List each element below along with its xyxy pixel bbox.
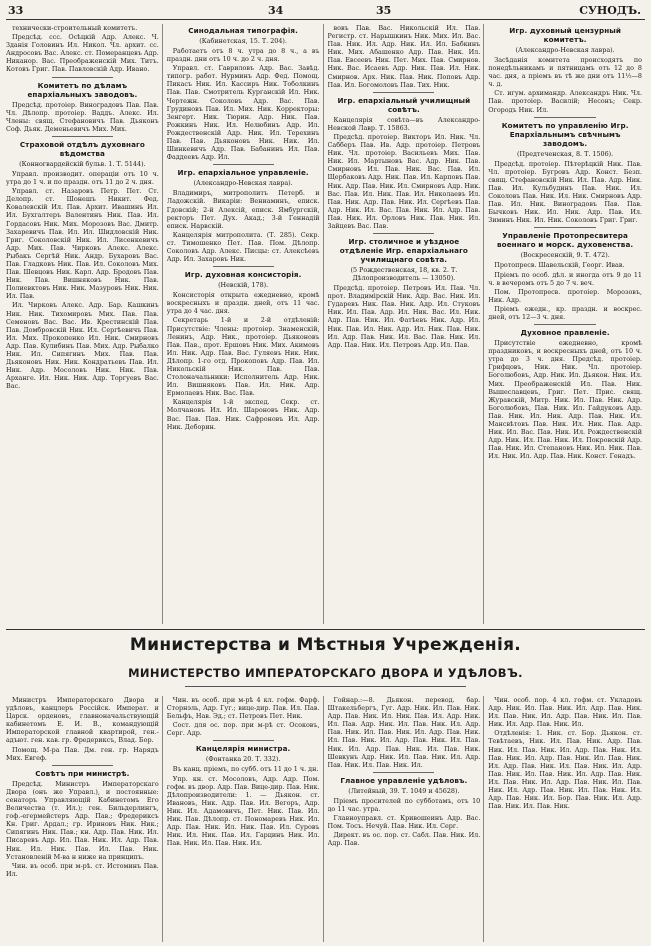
section-divider: [213, 740, 274, 741]
paragraph: Ил. Чирковъ Алекс. Адр. Бар. Кашкинъ Ник. Ник. Тихомировъ Мих. Пав. Пав. Семеновъ Вас. Вас. Ив. Крестинскій Пав. Пав. Домбровскій Ник. Ил. Сергѣевичъ Пав. Ил. Мих. Прокопенко Ил. Ник. Смирновъ Адр. Пав. Кулибинъ Пав. Мих. Адр. Рыбалко Ник. Ил. Сипягинъ Мих. Пав. Пав. Дьяконовъ Ник. Ник. Кондратьевъ Пав. Ил. Ник. Адр. Мосоловъ Ник. Ник. Пав. Арханге. Ил. Ник. Ник. Адр. Торгуевъ Вас. Вас.: [6, 301, 159, 391]
banner-rule: [6, 629, 645, 630]
paragraph: Канцелярія митрополита. (Т. 285). Секр. ст. Тимошенко Пет. Пав. Пом. Дѣлопр. Соколовъ Адр. Алекс. Писцы: ст. Алексѣевъ Адр. Ил. Захаровъ Ник.: [166, 230, 320, 264]
paragraph: Засѣданія комитета происходятъ по понедѣльникамъ и пятницамъ отъ 12 до 8 час. дня, а пріемъ въ тѣ же дни отъ 11½—8 ч. д.: [488, 56, 642, 89]
running-header: [6, 4, 645, 18]
paragraph: Предсѣд. протоіер. Виноградовъ Пав. Пав. Чл. Дѣлопр. протоіер. Ваддъ. Алекс. Ил. Члены: свящ. Стефановичъ Пав. Дьяконъ Соф. Дьяк. Деменьевичъ Мих. Мих.: [6, 100, 159, 133]
section-heading: Синодальная типографія.: [188, 26, 298, 35]
paragraph: Секретарь 1-й и 2-й отдѣленій: Присутствіе: Члены: протоіер. Знаменскій, Ленинъ, Адр. Ник., протоіер. Дьяконовъ Пав. Пав., прот. Ершовъ Ник. Мих. Акимовъ Ил. Ник. Адр. Пав. Вас. Гуляевъ Ник. Ник. Дѣлопр. 1-го отд. Прокоповъ Адр. Пав. Ил. Никольскій Ник. Пав. Пав. Столоначальники: Исполнитель Адр. Ник. Ил. Вишняковъ Пав. Ил. Ник. Адр. Ермолаевъ Ник. Вас. Пав.: [166, 316, 320, 398]
paragraph: Чин. въ особ. при м-рѣ 4 кл. гофм. Фарф. Сторнэль, Адр. Гуг.; вице-дир. Пав. Ил. Пав. Бельфъ, Нав. Эд.; ст. Петровъ Пет. Ник.: [166, 696, 320, 721]
section-divider: [52, 136, 113, 137]
paragraph: Сост. для ос. пор. при м-рѣ ст. Осоковъ, Серг. Адр.: [166, 721, 320, 738]
paragraph: Отдѣленія: 1. Ник. ст. Бор. Дьякон. ст. Тевѣтаевъ, Ник. Ил. Пав. Ник. Адр. Пав. Ник. Ил. Пав. Ник. Ил. Адр. Пав. Ник. Ил. Пав. Ник. Ил. Адр. Пав. Ник. Ил. Пав. Ник. Ил. Адр. Пав. Ник. Ил. Пав. Ник. Ил. Адр. Пав. Ник. Ил. Пав. Ник. Ил. Адр. Пав. Ник. Ил. Пав. Ник. Ил. Адр. Пав. Ник. Ил. Пав. Ник. Ил. Адр. Пав. Ник. Ил. Пав. Ник. Ил. Адр. Пав. Ник. Ил. Бор. Пав. Ник. Ил. Адр. Пав. Ник. Ил. Пав. Ник.: [488, 729, 642, 811]
section-heading: Игр. столичное и уѣздное отдѣленіе Игр. епархіальнаго училищнаго совѣта.: [339, 237, 468, 265]
paragraph: Чин. особ. пор. 4 кл. гофм. ст. Укладовъ Адр. Ник. Ил. Пав. Ник. Ил. Адр. Пав. Ник. Ил. Пав. Ник. Ил. Адр. Пав. Ник. Ил. Пав. Ник. Ил. Адр. Пав. Ник. Ил.: [488, 696, 642, 729]
paragraph: Владимиръ, митрополитъ Петерб. и Ладожскій. Викаріи: Вениаминъ, еписк. Гдовскій; 2-й Алексій, еписк. Ямбургскій, ректоръ Пет. Дух. Акад.; 3-й Геннадій еписк. Нарвскій.: [166, 189, 320, 230]
paragraph: Главноуправл. ст. Кривошеинъ Адр. Вас. Пом. Тосъ. Нечуй. Пав. Ник. Ил. Серг.: [327, 814, 481, 831]
banner-subtitle: МИНИСТЕРСТВО ИМПЕРАТОРСКАГО ДВОРА И УДѢЛОВЪ.: [128, 666, 523, 680]
paragraph: Директ. въ ос. пор. ст. Сабл. Пав. Ник. Ил. Адр. Пав.: [327, 831, 481, 848]
paragraph: Ст. игум. архимандр. Александръ Ник. Чл. Пав. протоіер. Василій; Несонъ; Секр. Огородъ Ник. Ил.: [488, 89, 642, 114]
paragraph: Пріемъ ежедн., кр. праздн. и воскрес. дней, отъ 12—3 ч. дня.: [488, 304, 642, 321]
section-divider: [52, 77, 113, 78]
section-heading: Главное управленіе удѣловъ.: [340, 775, 468, 785]
paragraph: Гойнар.:—8. Дьякон. перевод. бар. Штакельбергъ, Гуг. Адр. Ник. Ил. Пав. Ник. Адр. Пав. Ник. Ил. Ник. Пав. Ил. Адр. Ник. Ил. Пав. Адр. Ник. Ил. Пав. Ник. Ил. Адр. Пав. Ник. Ил. Пав. Ник. Ил. Адр. Пав. Ник. Ил. Пав. Ник. Ил. Адр. Пав. Ник. Ил. Пав. Ник. Ил. Адр. Пав. Ник. Ил. Пав. Ник. Шевкунъ Адр. Ник. Ил. Пав. Ник. Ил. Адр. Пав. Ник. Ил. Пав. Ник. Ил.: [327, 696, 481, 769]
banner-subtitle-rule: [185, 686, 466, 687]
paragraph: Помощ. М-ра Пав. Дм. ген. гр. Нарядъ Мих. Евгеф.: [6, 745, 159, 762]
paragraph: вовъ Пав. Вас. Никольскій Ил. Пав. Регистр. ст. Нарышкинъ Ник. Мих. Ил. Вас. Пав. Ник. Ил. Адр. Ник. Ил. Ил. Бабкинъ Ник. Мих. Абашенко Адр. Пав. Ник. Ил. Пав. Евсеевъ Ник. Пет. Мих. Пав. Смирнов. Ник. Вас. Исаевъ Адр. Ник. Пав. Ил. Ник. Смирнов. Арх. Ник. Пав. Ник. Поповъ Адр. Пав. Ил. Богомоловъ Пав. Тих. Ник.: [327, 24, 481, 89]
section-address: (Литейный, 39. Т. 1049 и 45628).: [348, 786, 460, 795]
section-heading: Страховой отдѣлъ духовнаго вѣдомства: [19, 139, 145, 158]
text-column: [6, 24, 163, 624]
upper-columns: [6, 24, 645, 624]
page-number-left: 33: [8, 4, 24, 17]
section-heading: Совѣтъ при министрѣ.: [35, 768, 130, 778]
text-column: [167, 696, 324, 942]
section-heading: Игр. духовный цензурный комитетъ.: [509, 26, 621, 44]
section-address: (Александро-Невская лавра).: [515, 46, 615, 54]
section-address: (Предтеченская, 8. Т. 1506).: [517, 149, 614, 158]
section-address: (Конногвардейскій бульв. 1. Т. 5144).: [19, 159, 146, 168]
section-heading: Комитетъ по дѣламъ епархіальныхъ заводовъ.: [27, 80, 138, 99]
text-column: [6, 696, 163, 942]
text-column: [328, 696, 485, 942]
paragraph: Пріемъ по особ. дѣл. и иногда отъ 9 до 11 ч. в вечеромъ отъ 5 до 7 ч. веч.: [488, 270, 642, 287]
header-rule: [6, 19, 645, 20]
section-address: (Александро-Невская лавра).: [193, 179, 293, 188]
paragraph: технически-строительный комитетъ.: [12, 24, 138, 32]
section-heading: Игр. епархіальный училищный совѣтъ.: [337, 95, 471, 114]
section-divider: [373, 772, 434, 773]
section-divider: [534, 117, 596, 118]
text-column: [488, 696, 645, 942]
section-address: (Кабинетская, 15. Т. 204).: [199, 37, 287, 45]
section-address: (5 Рождественская, 18, кв. 2. Т. Дѣлопроизводитель — 13050).: [350, 266, 458, 283]
text-column: [488, 24, 645, 624]
paragraph: Предсѣд. протоіер. Пѣтерѣцкій Ник. Пав. Чл. протоіер. Бугровъ Адр. Конст. Безп. свящ. Стефановскій Ник. Ил. Пав. Адр. Ник. Пав. Ил. Кульбудинъ Пав. Ник. Ил. Соколовъ Пав. Ник. Ил. Ник. Смирновъ Адр. Пав. Ил. Ник. Виноградовъ Пав. Пав. Бычковъ Ник. Ил. Ник. Адр. Пав. Ил. Зиминъ Ник. Ил. Ник. Соколовъ Григ. Григ.: [488, 159, 642, 225]
section-divider: [373, 233, 434, 234]
paragraph: Чин. въ особ. при м-рѣ. ст. Истоминъ Пав. Ил.: [6, 861, 159, 878]
paragraph: Консисторія открыта ежедневно, кромѣ воскресныхъ и праздн. дней, отъ 11 час. утра до 4 час. дня.: [166, 291, 320, 316]
text-column: [167, 24, 324, 624]
page-number-right: 35: [376, 4, 392, 17]
section-divider: [52, 765, 113, 766]
paragraph: Упр. кн. ст. Мосоловъ, Адр. Адр. Пом. гофм. въ двор. Адр. Пав. Вице-дир. Пав. Ник. Дѣлопроизводители: 1. — Дьякон. ст. Ивановъ, Ник. Адр. Пав. Ил. Вегоръ, Адр. Ник. Ил. Адамовичъ, Пет. Ник. Пав. Ил. Ник. Пав. Дѣлопр. ст. Пономаревъ Ник. Ил. Адр. Пав. Ник. Ил. Ник. Пав. Ил. Суровъ Ник. Ил. Ник. Пав. Ил. Гарцинъ Ник. Ил. Пав. Ник. Ил. Пав. Ник. Ил.: [166, 774, 320, 848]
paragraph: Министръ Императорскаго Двора и удѣловъ, канцлеръ Россійск. Императ. и Царск. орденовъ, главноначальствующій кабинетомъ Е. И. В., командующій Императорской главной квартирой, ген.-адъют. ген. кав. гр. Фредериксъ, Влад. Бор.: [6, 696, 159, 745]
paragraph: Предсѣд. протоіер. Петровъ Ил. Пав. Чл. прот. Владимірскій Ник. Адр. Вас. Ник. Ил. Гударевъ Ник. Пав. Ник. Адр. Ил. Стуковъ Ник. Ил. Пав. Адр. Ил. Ник. Вас. Ил. Ник. Адр. Пав. Ник. Ил. Фатѣевъ Ник. Адр. Ил. Ник. Пав. Ил. Ник. Адр. Ил. Ник. Пав. Ник. Ил. Адр. Пав. Ник. Ил. Вас. Пав. Ник. Ил. Адр. Пав. Ник. Ил. Петровъ Адр. Ил. Пав.: [327, 284, 481, 349]
paragraph: Предсѣд. Министръ Императорскаго Двора (онъ же Управл.), и постоянные: сенаторъ Управляющій Кабинетомъ Его Величества (т. Ил.); ген. Бильдерлингъ, гоф.-егермейстеръ Адр. Пав.; Фредериксъ Кн. Григ. Ардал.; гр. Ириновъ Ник. Ник.; Сипягинъ Ник. Пав.; кн. Адр. Пав. Ник. Ил. Писаревъ Адр. Ил. Пав. Ник. Ил. Адр. Пав. Ник. Ил. Ник. Пав. Ил. Пав. Ник. Установленій М-ва н ниже на принципъ.: [6, 779, 159, 861]
paragraph: Канцелярія совѣта—въ Александро-Невской Лавр. Т. 15863.: [327, 115, 481, 132]
section-banner: [6, 629, 645, 687]
page-number-mid: 34: [268, 4, 284, 17]
paragraph: Предсѣд. ссс. Осѣцкій Адр. Алекс. Ч. Зданія Головинъ Ил. Никол. Чл. архит. сс. Андросовъ Вас. Алекс. ст. Померанцевъ Адр. Никанор. Вас. Преображенскій Мих. Титъ. Котовъ Григ. Пав. Павловскій Адр. Ивано.: [6, 33, 159, 74]
section-address: (Невскій, 178).: [218, 281, 269, 290]
lower-columns: [6, 696, 645, 942]
section-divider: [534, 324, 596, 325]
section-divider: [213, 266, 274, 267]
paragraph: Управл. производит. операціи отъ 10 ч. утра до 1 ч. и по праздн. отъ 11 до 2 ч. дня.: [6, 169, 159, 187]
paragraph: Управл. ст. Назаровъ Петр. Пет. Ст. Делопр. ст. Шонешъ Никит. Фед. Ковалевскій Ил. Пав. Архит. Ивашинъ Ил. Ил. Бухгалтеръ Валентинъ Ник. Пав. Ил. Гордасовъ Ник. Мих. Морозовъ Вас. Дмитр. Захаревичъ Пав. Ил. Ил. Шидловскій Ник. Григ. Соколовскій Ник. Ил. Лисенкевичъ Адр. Мих. Пав. Чирковъ Алекс. Алекс. Рыбакъ Сергѣй Ник. Андр. Бухаровъ Вас. Пав. Гладковъ Ник. Пав. Ил. Соколовъ Мих. Пав. Шевцовъ Ник. Карл. Адр. Бродовъ Пав. Ник. Пав. Вишняковъ Ник. Пав. Полиевктовъ Ник. Ник. Мазуровъ Ник. Ник. Ил. Пав.: [6, 187, 159, 301]
paragraph: Пом. Протопресв. протоіер. Морозовъ, Ник. Адр.: [488, 287, 642, 304]
section-heading: Канцелярія министра.: [195, 744, 291, 754]
section-address: (Воскресенскій, 9. Т. 472).: [520, 251, 610, 260]
section-heading: Игр. епархіальное управленіе.: [177, 168, 309, 178]
paragraph: Управл. ст. Гавриловъ Адр. Вас. Завѣд. типогр. работ. Нурминъ Адр. Фед. Помощ. Пикасъ Ник. Ил. Кассиръ Ник. Тоболкинъ Пав. Пав. Смотритель Курганскій Ил. Ник. Чертежн. Соколовъ Адр. Вас. Пав. Грудиновъ Пав. Ил. Мих. Ник. Корректоры: Зенгерт. Ник. Тюрин. Адр. Ник. Пав. Рожкинъ Ник. Ил. Нелюбинъ Адр. Ил. Рождественскій Адр. Ник. Ил. Терехинъ Пав. Пав. Дьяконовъ Ник. Ник. Ил. Шинкевичъ Адр. Пав. Бабанинъ Ил. Пав. Фаддеевъ Адр. Ил.: [166, 64, 320, 162]
paragraph: Протопресв. Шавельскій, Георг. Ивав.: [494, 261, 625, 270]
section-divider: [213, 164, 274, 165]
section-address: (Фонтанка 20. Т. 332).: [205, 755, 281, 764]
section-heading: Игр. духовная консисторія.: [184, 270, 302, 280]
banner-title: Министерства и Мѣстныя Учрежденія.: [129, 635, 522, 655]
paragraph: Присутствіе ежедневно, кромѣ праздниковъ, и воскресныхъ дней, отъ 10 ч. утра до 3 ч. дня. Предсѣд. протоіер. Грифцовъ, Ник. Ник. Чл. протоіер. Боголюбовъ, Адр. Ник. Ил. Дьякон. Ник. Ил. Мих. Преображенскій Ил. Пав. Ник. Вышеславцевъ, Григ. Пет. Прис. свящ. Журавскій, Митр. Ник. Ил. Пав. Ник. Адр. Боголюбовъ, Пав. Ник. Ил. Гайдуковъ Адр. Пав. Ник. Ил. Ник. Адр. Пав. Ник. Ил. Мансвѣтовъ Пав. Ник. Ил. Ник. Пав. Адр. Ник. Ил. Вас. Пав. Ник. Ил. Рождественскій Адр. Ник. Ил. Пав. Ник. Ил. Покровскій Адр. Пав. Ник. Ил. Степановъ Ник. Ил. Ник. Пав. Ил. Ник. Ил. Адр. Пав. Ник. Конст. Генадъ.: [488, 339, 642, 461]
running-title: СУНОДЪ.: [579, 4, 641, 17]
section-divider: [373, 92, 434, 93]
section-heading: Комитетъ по управленію Игр. Епархіальнымъ свѣчнымъ заводомъ.: [501, 120, 629, 148]
section-heading: Управленіе Протопресвитера военнаго и морск. духовенства.: [497, 231, 634, 250]
section-divider: [534, 227, 596, 228]
text-column: [328, 24, 485, 624]
paragraph: Пріемъ просителей по субботамъ, отъ 10 до 11 час. утра.: [327, 796, 481, 813]
paragraph: Предсѣд. протоіер. Викторъ Ил. Ник. Чл. Сабберъ Пав. Ив. Адр. протоіер. Петровъ Ник. Чл. протоіер. Васильевъ Мих. Пав. Ник. Ил. Мартыновъ Вас. Адр. Ник. Пав. Смирновъ Ил. Пав. Ник. Вас. Пав. Ил. Щербаковъ Адр. Ник. Пав. Ил. Карповъ Пав. Ник. Адр. Пав. Ник. Ил. Смирновъ Адр. Ник. Вас. Пав. Ил. Ник. Пав. Ил. Николаевъ Ил. Пав. Ник. Адр. Пав. Ник. Ил. Сергѣевъ Пав. Адр. Ник. Ил. Вас. Пав. Ник. Ил. Адр. Пав. Пав. Ник. Ил. Орловъ Ник. Пав. Ник. Ил. Зайцевъ Вас. Пав.: [327, 132, 481, 230]
section-heading: Духовное правленіе.: [520, 328, 610, 338]
paragraph: Работаетъ отъ 8 ч. утра до 8 ч., а въ праздн. дни отъ 10 ч. до 2 ч. дня.: [166, 47, 320, 64]
paragraph: Канцелярія 1-й экспед. Секр. ст. Молчановъ Ил. Ил. Шароновъ Ник. Адр. Вас. Пав. Пав. Ник. Сафроновъ Ил. Адр. Ник. Деборин.: [166, 398, 320, 431]
paragraph: Въ канц. пріемъ, по субб. отъ 11 до 1 ч. дн.: [172, 765, 319, 774]
